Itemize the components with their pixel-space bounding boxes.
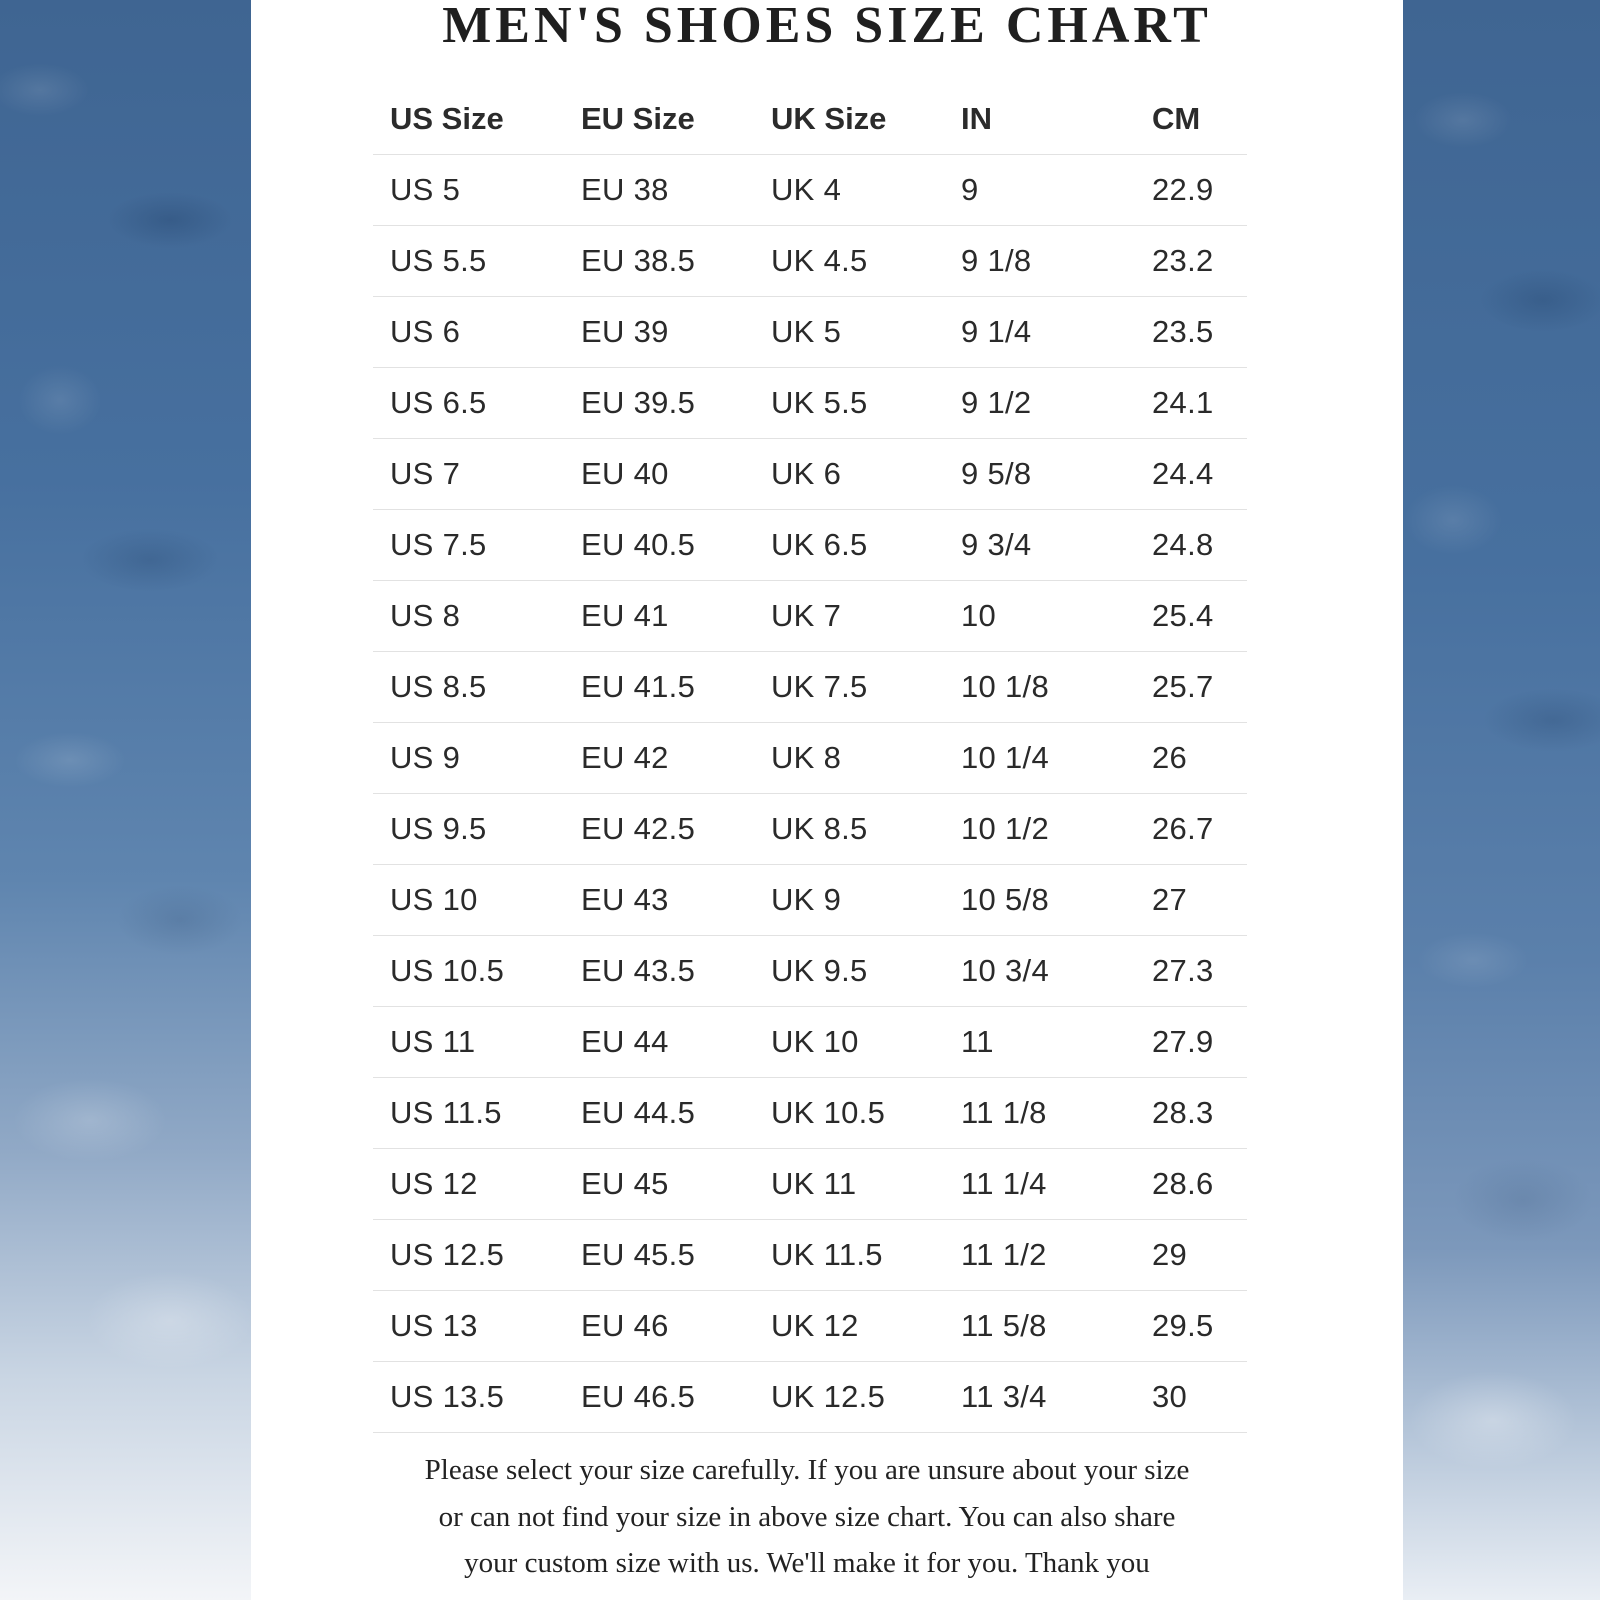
cell-us-size: US 13 xyxy=(373,1291,564,1362)
cell-uk-size: UK 11 xyxy=(754,1149,944,1220)
cell-uk-size: UK 10 xyxy=(754,1007,944,1078)
cell-us-size: US 9 xyxy=(373,723,564,794)
table-row xyxy=(373,1078,1247,1149)
cell-us-size: US 8 xyxy=(373,581,564,652)
table-row xyxy=(373,226,1247,297)
cell-cm: 29.5 xyxy=(1135,1291,1247,1362)
cell-uk-size: UK 6.5 xyxy=(754,510,944,581)
cell-cm: 22.9 xyxy=(1135,155,1247,226)
cell-in: 10 1/2 xyxy=(944,794,1135,865)
cell-uk-size: UK 11.5 xyxy=(754,1220,944,1291)
cell-cm: 24.4 xyxy=(1135,439,1247,510)
cell-eu-size: EU 46 xyxy=(564,1291,754,1362)
cell-uk-size: UK 9 xyxy=(754,865,944,936)
cell-eu-size: EU 43 xyxy=(564,865,754,936)
cell-in: 11 5/8 xyxy=(944,1291,1135,1362)
cell-cm: 27.3 xyxy=(1135,936,1247,1007)
cell-in: 9 1/2 xyxy=(944,368,1135,439)
cell-eu-size: EU 44 xyxy=(564,1007,754,1078)
cell-in: 11 3/4 xyxy=(944,1362,1135,1433)
cell-cm: 26 xyxy=(1135,723,1247,794)
header-in: IN xyxy=(944,84,1135,155)
header-eu-size: EU Size xyxy=(564,84,754,155)
cell-in: 10 1/4 xyxy=(944,723,1135,794)
cell-us-size: US 6 xyxy=(373,297,564,368)
table-row xyxy=(373,581,1247,652)
cell-us-size: US 7.5 xyxy=(373,510,564,581)
cell-eu-size: EU 38 xyxy=(564,155,754,226)
cell-uk-size: UK 4 xyxy=(754,155,944,226)
cell-cm: 30 xyxy=(1135,1362,1247,1433)
cell-us-size: US 9.5 xyxy=(373,794,564,865)
cell-cm: 29 xyxy=(1135,1220,1247,1291)
cell-us-size: US 12 xyxy=(373,1149,564,1220)
right-decorative-panel xyxy=(1403,0,1600,1600)
cell-cm: 25.4 xyxy=(1135,581,1247,652)
size-chart-card xyxy=(251,0,1403,1600)
cell-in: 11 1/2 xyxy=(944,1220,1135,1291)
cell-eu-size: EU 40.5 xyxy=(564,510,754,581)
cell-eu-size: EU 44.5 xyxy=(564,1078,754,1149)
header-cm: CM xyxy=(1135,84,1247,155)
cell-cm: 25.7 xyxy=(1135,652,1247,723)
size-rows xyxy=(373,155,1247,1433)
cell-us-size: US 8.5 xyxy=(373,652,564,723)
cell-uk-size: UK 7 xyxy=(754,581,944,652)
cell-uk-size: UK 5.5 xyxy=(754,368,944,439)
cell-cm: 27 xyxy=(1135,865,1247,936)
cell-eu-size: EU 38.5 xyxy=(564,226,754,297)
cell-us-size: US 12.5 xyxy=(373,1220,564,1291)
cell-in: 10 5/8 xyxy=(944,865,1135,936)
cell-uk-size: UK 12.5 xyxy=(754,1362,944,1433)
cell-us-size: US 11.5 xyxy=(373,1078,564,1149)
table-row xyxy=(373,368,1247,439)
table-row xyxy=(373,1291,1247,1362)
table-row xyxy=(373,865,1247,936)
cell-cm: 23.2 xyxy=(1135,226,1247,297)
cell-uk-size: UK 7.5 xyxy=(754,652,944,723)
note-line: or can not find your size in above size chart. You can also share xyxy=(438,1500,1176,1533)
cell-cm: 23.5 xyxy=(1135,297,1247,368)
table-header-row xyxy=(373,84,1247,155)
cell-uk-size: UK 6 xyxy=(754,439,944,510)
cell-cm: 26.7 xyxy=(1135,794,1247,865)
cell-eu-size: EU 39 xyxy=(564,297,754,368)
size-note xyxy=(341,1447,1273,1587)
cell-eu-size: EU 39.5 xyxy=(564,368,754,439)
cell-eu-size: EU 41.5 xyxy=(564,652,754,723)
cell-in: 10 xyxy=(944,581,1135,652)
cell-in: 11 1/4 xyxy=(944,1149,1135,1220)
cell-in: 9 1/8 xyxy=(944,226,1135,297)
table-row xyxy=(373,155,1247,226)
cell-uk-size: UK 10.5 xyxy=(754,1078,944,1149)
table-row xyxy=(373,652,1247,723)
table-row xyxy=(373,936,1247,1007)
cell-us-size: US 10 xyxy=(373,865,564,936)
page-title: MEN'S SHOES SIZE CHART xyxy=(442,0,1212,54)
cell-in: 9 5/8 xyxy=(944,439,1135,510)
cell-us-size: US 13.5 xyxy=(373,1362,564,1433)
cell-uk-size: UK 8 xyxy=(754,723,944,794)
cell-uk-size: UK 8.5 xyxy=(754,794,944,865)
note-line: Please select your size carefully. If you are unsure about your size xyxy=(424,1454,1190,1486)
cell-in: 9 xyxy=(944,155,1135,226)
cell-us-size: US 5.5 xyxy=(373,226,564,297)
cell-uk-size: UK 4.5 xyxy=(754,226,944,297)
cell-in: 10 1/8 xyxy=(944,652,1135,723)
cell-uk-size: UK 12 xyxy=(754,1291,944,1362)
cell-us-size: US 10.5 xyxy=(373,936,564,1007)
cell-us-size: US 6.5 xyxy=(373,368,564,439)
table-row xyxy=(373,1362,1247,1433)
note-line: your custom size with us. We'll make it for you. Thank you xyxy=(464,1547,1150,1579)
cell-in: 11 xyxy=(944,1007,1135,1078)
header-uk-size: UK Size xyxy=(754,84,944,155)
table-row xyxy=(373,1007,1247,1078)
cell-uk-size: UK 5 xyxy=(754,297,944,368)
cell-cm: 24.1 xyxy=(1135,368,1247,439)
table-row xyxy=(373,723,1247,794)
cell-in: 11 1/8 xyxy=(944,1078,1135,1149)
table-row xyxy=(373,510,1247,581)
cell-us-size: US 11 xyxy=(373,1007,564,1078)
cell-cm: 28.6 xyxy=(1135,1149,1247,1220)
cell-eu-size: EU 41 xyxy=(564,581,754,652)
cell-eu-size: EU 42 xyxy=(564,723,754,794)
cell-cm: 24.8 xyxy=(1135,510,1247,581)
header-us-size: US Size xyxy=(373,84,564,155)
table-row xyxy=(373,794,1247,865)
table-row xyxy=(373,1220,1247,1291)
cell-in: 10 3/4 xyxy=(944,936,1135,1007)
cell-eu-size: EU 40 xyxy=(564,439,754,510)
cell-in: 9 3/4 xyxy=(944,510,1135,581)
cell-eu-size: EU 46.5 xyxy=(564,1362,754,1433)
table-row xyxy=(373,297,1247,368)
cell-in: 9 1/4 xyxy=(944,297,1135,368)
cell-eu-size: EU 45.5 xyxy=(564,1220,754,1291)
cell-us-size: US 7 xyxy=(373,439,564,510)
cell-cm: 27.9 xyxy=(1135,1007,1247,1078)
table-row xyxy=(373,1149,1247,1220)
cell-eu-size: EU 42.5 xyxy=(564,794,754,865)
table-row xyxy=(373,439,1247,510)
cell-us-size: US 5 xyxy=(373,155,564,226)
size-chart-table xyxy=(373,84,1247,1433)
cell-uk-size: UK 9.5 xyxy=(754,936,944,1007)
cell-eu-size: EU 45 xyxy=(564,1149,754,1220)
cell-cm: 28.3 xyxy=(1135,1078,1247,1149)
left-decorative-panel xyxy=(0,0,251,1600)
cell-eu-size: EU 43.5 xyxy=(564,936,754,1007)
